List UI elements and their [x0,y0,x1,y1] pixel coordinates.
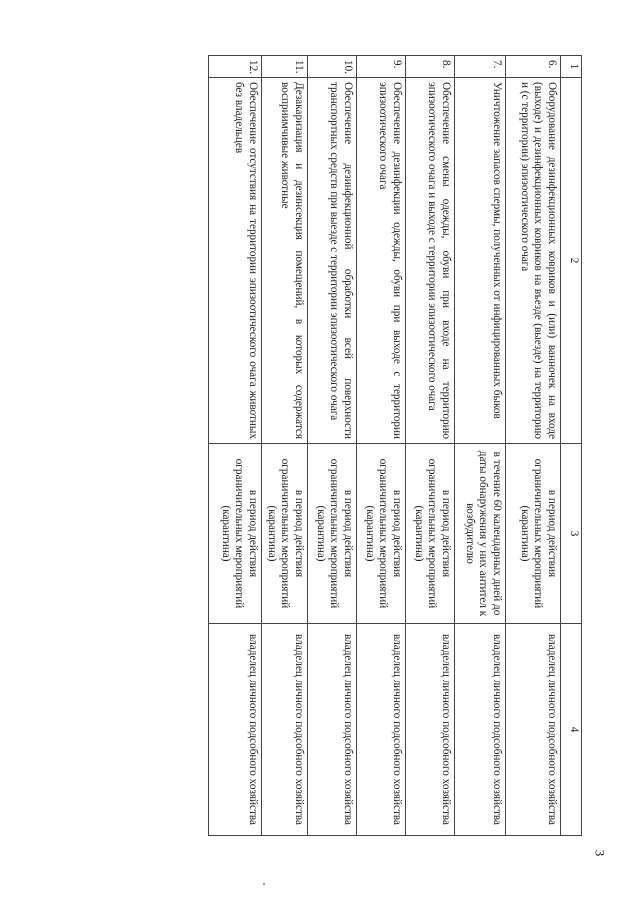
measure-responsible: владелец личного подсобного хозяйства [357,624,406,836]
row-number: 7. [455,56,506,78]
table-row [406,56,455,836]
measure-description: Оборудование дезинфекционных ковриков и (или) ванночек на входе (выходе) и дезинфекционных ковриков на въезде (выезде) на территорию и (с территории) эпизоотического очага [506,78,561,444]
measure-responsible: владелец личного подсобного хозяйства [506,624,561,836]
row-number: 11. [262,56,308,78]
row-number: 12. [209,56,262,78]
table-row [455,56,506,836]
table-header-row [561,56,582,836]
measure-description: Обеспечение отсутствия на территории эпизоотического очага животных без владельцев [209,78,262,444]
table-row [357,56,406,836]
row-number: 8. [406,56,455,78]
measure-description: Уничтожение запасов спермы, полученных от инфицированных быков [455,78,506,444]
rotated-table-sheet [92,55,582,835]
measure-description: Обеспечение дезинфекционной обработки всей поверхности транспортных средств при выезде с территории эпизоотического очага [308,78,357,444]
table-row [209,56,262,836]
table-row [262,56,308,836]
measure-responsible: владелец личного подсобного хозяйства [262,624,308,836]
header-col-3: 3 [561,444,582,624]
measure-responsible: владелец личного подсобного хозяйства [406,624,455,836]
measure-term: в течение 60 календарных дней до даты обнаружения у них антител к возбудителю [455,444,506,624]
measure-term: в период действия ограничительных мероприятий (карантина) [357,444,406,624]
measure-responsible: владелец личного подсобного хозяйства [308,624,357,836]
measure-term: в период действия ограничительных мероприятий (карантина) [262,444,308,624]
table-row [308,56,357,836]
row-number: 9. [357,56,406,78]
measure-description: Дезакаризация и дезинсекция помещений, в которых содержатся восприимчивые животные [262,78,308,444]
measure-term: в период действия ограничительных мероприятий (карантина) [308,444,357,624]
row-number: 10. [308,56,357,78]
measure-description: Обеспечение смены одежды, обуви при входе на территорию эпизоотического очага и выходе с территории эпизоотического очага [406,78,455,444]
measure-term: в период действия ограничительных мероприятий (карантина) [209,444,262,624]
header-col-1: 1 [561,56,582,78]
header-col-2: 2 [561,78,582,444]
measures-table [208,55,582,836]
measure-responsible: владелец личного подсобного хозяйства [455,624,506,836]
measure-term: в период действия ограничительных мероприятий (карантина) [506,444,561,624]
header-col-4: 4 [561,624,582,836]
scan-speck [263,883,265,885]
table-row [506,56,561,836]
row-number: 6. [506,56,561,78]
measure-term: в период действия ограничительных мероприятий (карантина) [406,444,455,624]
measure-description: Обеспечение дезинфекции одежды, обуви при выходе с территории эпизоотического очага [357,78,406,444]
page-number: 3 [592,849,608,857]
measure-responsible: владелец личного подсобного хозяйства [209,624,262,836]
